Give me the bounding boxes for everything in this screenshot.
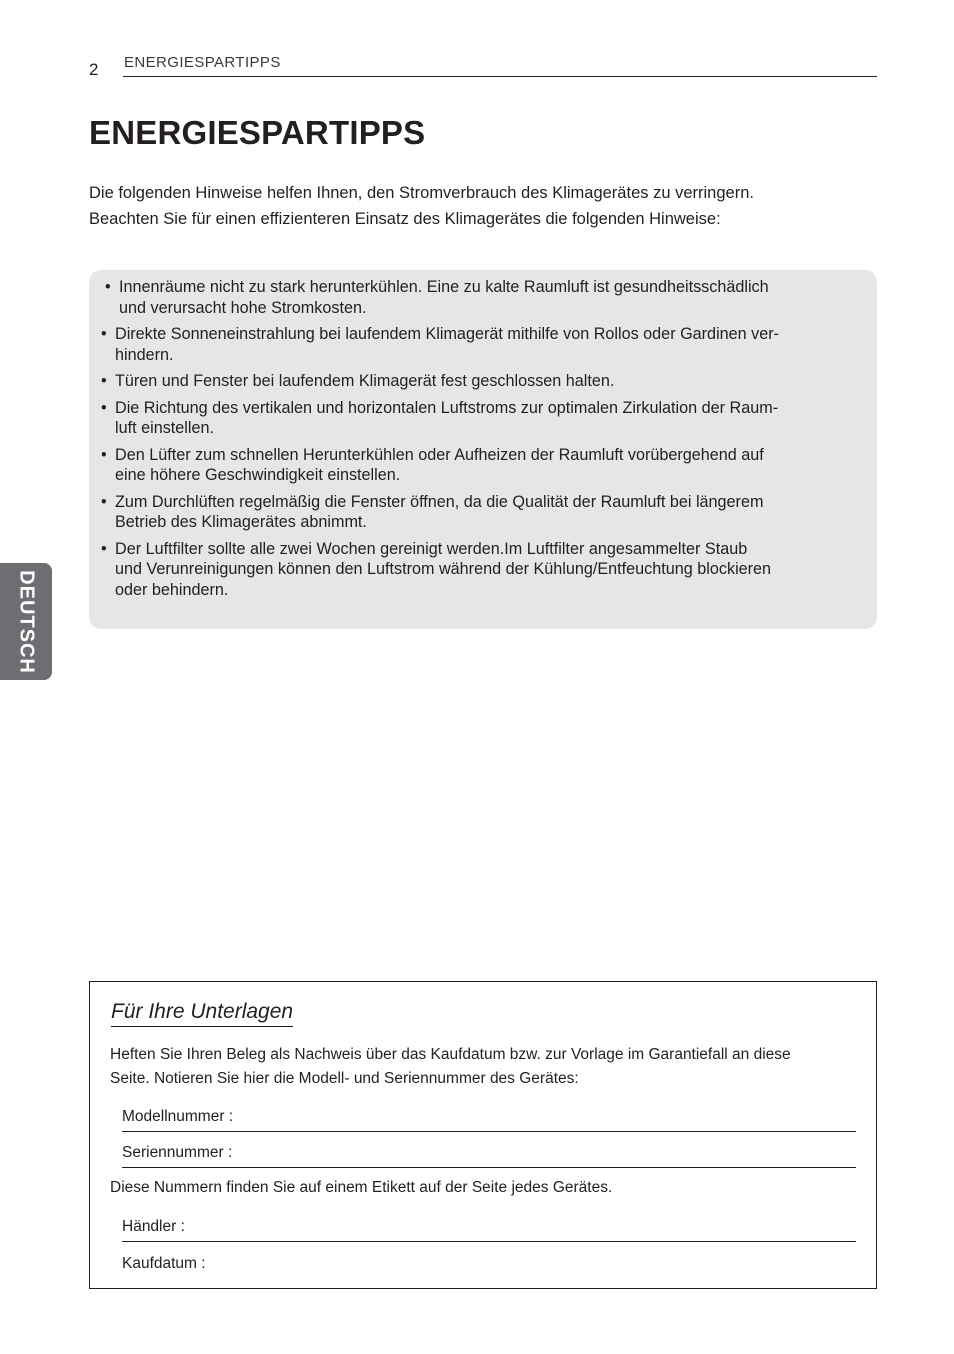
serial-number-label: Seriennummer : — [122, 1144, 233, 1161]
tip-text: hindern. — [115, 345, 174, 364]
language-tab-label: DEUTSCH — [15, 569, 38, 674]
model-number-line — [122, 1131, 856, 1132]
page-title: ENERGIESPARTIPPS — [89, 114, 426, 151]
header-rule — [123, 76, 877, 77]
records-title: Für Ihre Unterlagen — [111, 1000, 293, 1027]
tip-text: Innenräume nicht zu stark herunterkühlen. Eine zu kalte Raumluft ist gesundheitsschädlich — [119, 278, 769, 296]
tip-item — [101, 277, 863, 318]
tip-item — [101, 324, 863, 365]
tip-item — [101, 371, 863, 392]
tip-item — [101, 492, 863, 533]
dealer-line — [122, 1241, 856, 1242]
tip-text: Der Luftfilter sollte alle zwei Wochen gereinigt werden.Im Luftfilter angesammelter Staub — [115, 539, 748, 558]
bullet-icon: • — [101, 325, 107, 343]
tip-text: Direkte Sonneneinstrahlung bei laufendem Klimagerät mithilfe von Rollos oder Gardinen ver- — [115, 325, 780, 343]
tip-text: eine höhere Geschwindigkeit einstellen. — [115, 466, 401, 484]
tip-text: luft einstellen. — [115, 419, 214, 437]
language-tab — [0, 563, 52, 680]
tip-text: Den Lüfter zum schnellen Herunterkühlen oder Aufheizen der Raumluft vorübergehend auf — [115, 445, 764, 464]
intro-text — [89, 180, 879, 232]
tip-item — [101, 445, 863, 486]
tip-text: und Verunreinigungen können den Luftstrom während der Kühlung/Entfeuchtung blockieren — [115, 560, 772, 578]
intro-line: Beachten Sie für einen effizienteren Einsatz des Klimagerätes die folgenden Hinweise: — [89, 210, 721, 228]
bullet-icon: • — [101, 372, 107, 390]
running-header: ENERGIESPARTIPPS — [124, 54, 281, 71]
records-box — [89, 981, 877, 1289]
dealer-field — [122, 1214, 856, 1242]
tip-text: Zum Durchlüften regelmäßig die Fenster öffnen, da die Qualität der Raumluft bei längerem — [115, 492, 764, 511]
purchase-date-field — [122, 1251, 856, 1279]
records-text-line: Heften Sie Ihren Beleg als Nachweis über das Kaufdatum bzw. zur Vorlage im Garantiefall an diese — [110, 1046, 791, 1063]
tip-text: Betrieb des Klimagerätes abnimmt. — [115, 513, 367, 531]
bullet-icon: • — [101, 445, 107, 464]
purchase-date-label: Kaufdatum : — [122, 1255, 206, 1272]
records-text — [110, 1043, 791, 1091]
records-text-line: Seite. Notieren Sie hier die Modell- und Seriennummer des Gerätes: — [110, 1070, 579, 1087]
tip-text: oder behindern. — [115, 580, 229, 599]
model-number-field — [122, 1104, 856, 1132]
tips-box — [89, 270, 877, 629]
tip-text: und verursacht hohe Stromkosten. — [119, 298, 367, 317]
bullet-icon: • — [105, 278, 111, 296]
tip-item — [101, 539, 863, 601]
serial-number-line — [122, 1167, 856, 1168]
tips-list — [101, 277, 863, 600]
tip-item — [101, 398, 863, 439]
model-number-label: Modellnummer : — [122, 1108, 234, 1125]
bullet-icon: • — [101, 539, 107, 558]
page-number: 2 — [89, 60, 99, 79]
dealer-label: Händler : — [122, 1218, 185, 1235]
bullet-icon: • — [101, 492, 107, 511]
bullet-icon: • — [101, 398, 107, 417]
serial-number-field — [122, 1140, 856, 1168]
tip-text: Türen und Fenster bei laufendem Klimagerät fest geschlossen halten. — [115, 372, 615, 390]
tip-text: Die Richtung des vertikalen und horizontalen Luftstroms zur optimalen Zirkulation der Raum- — [115, 398, 779, 417]
intro-line: Die folgenden Hinweise helfen Ihnen, den Stromverbrauch des Klimagerätes zu verringern. — [89, 184, 754, 202]
records-note: Diese Nummern finden Sie auf einem Etikett auf der Seite jedes Gerätes. — [110, 1179, 613, 1196]
